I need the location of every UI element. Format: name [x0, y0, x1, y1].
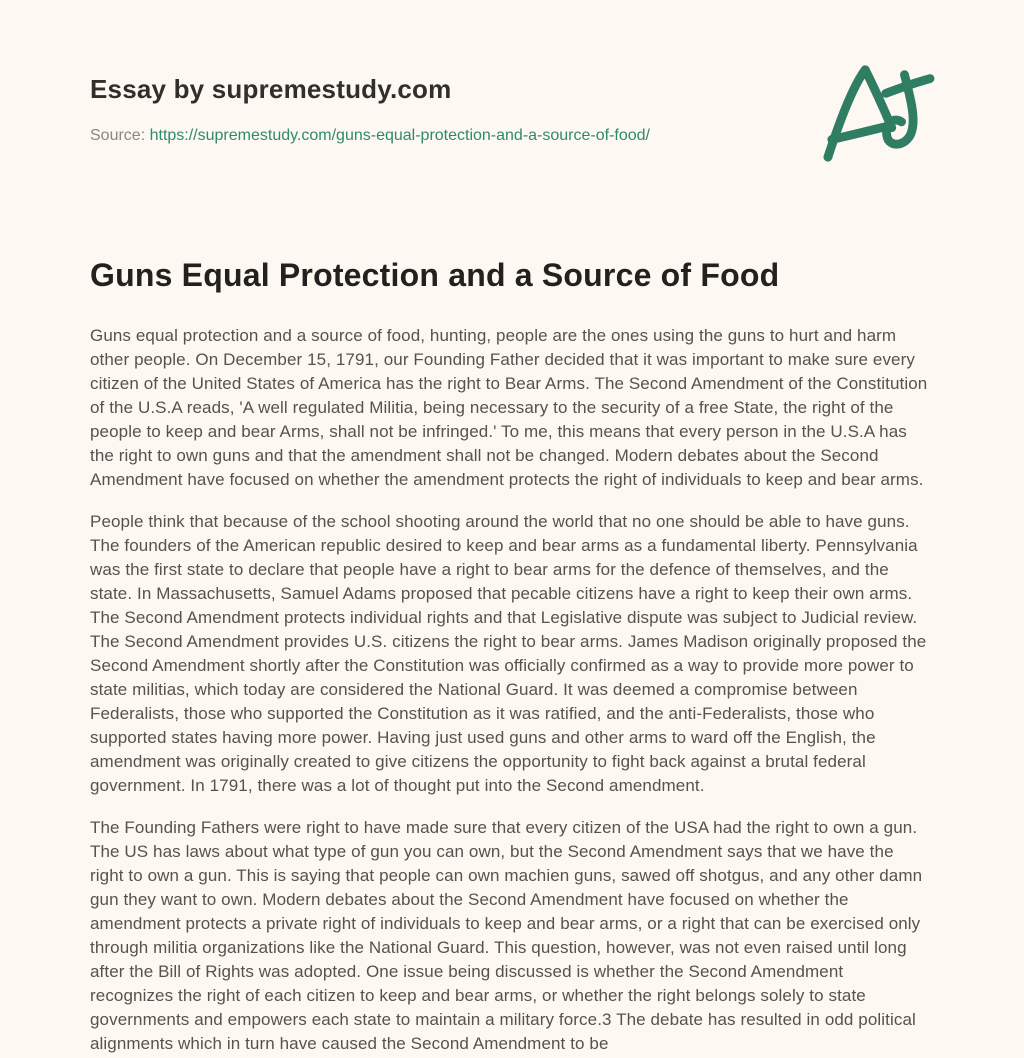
source-label: Source: — [90, 127, 146, 144]
source-line — [90, 127, 928, 145]
article-paragraph-2: People think that because of the school shooting around the world that no one should be able to have guns. The founders of the American republic desired to keep and bear arms as a fundamental liberty. Pennsylvania was the first state to declare that people have a right to bear arms for the defence of themselves, and the state. In Massachusetts, Samuel Adams proposed that pecable citizens have a right to keep their own arms. The Second Amendment protects individual rights and that Legislative dispute was subject to Judicial review. The Second Amendment provides U.S. citizens the right to bear arms. James Madison originally proposed the Second Amendment shortly after the Constitution was officially confirmed as a way to provide more power to state militias, which today are considered the National Guard. It was deemed a compromise between Federalists, those who supported the Constitution as it was ratified, and the anti-Federalists, those who supported states having more power. Having just used guns and other arms to ward off the English, the amendment was originally created to give citizens the opportunity to fight back against a brutal federal government. In 1791, there was a lot of thought put into the Second amendment. — [90, 512, 927, 795]
article-paragraph-3: The Founding Fathers were right to have made sure that every citizen of the USA had the right to own a gun. The US has laws about what type of gun you can own, but the Second Amendment says that we have the right to own a gun. This is saying that people can own machien guns, sawed off shotgus, and any other damn gun they want to own. Modern debates about the Second Amendment have focused on whether the amendment protects a private right of individuals to keep and bear arms, or a right that can be exercised only through militia organizations like the National Guard. This question, however, was not even raised until long after the Bill of Rights was adopted. One issue being discussed is whether the Second Amendment recognizes the right of each citizen to keep and bear arms, or whether the right belongs solely to state governments and empowers each state to maintain a military force.3 The debate has resulted in odd political alignments which in turn have caused the Second Amendment to be — [90, 818, 923, 1053]
article-title: Guns Equal Protection and a Source of Food — [90, 257, 780, 293]
header-title: Essay by supremestudy.com — [90, 74, 452, 104]
source-url-link[interactable]: https://supremestudy.com/guns-equal-protection-and-a-source-of-food/ — [149, 127, 650, 144]
a-plus-logo-icon — [818, 58, 936, 166]
page-header — [90, 74, 928, 145]
article-body — [90, 324, 928, 1056]
article-paragraph-1: Guns equal protection and a source of food, hunting, people are the ones using the guns to hurt and harm other people. On December 15, 1791, our Founding Father decided that it was important to make sure every citizen of the United States of America has the right to Bear Arms. The Second Amendment of the Constitution of the U.S.A reads, 'A well regulated Militia, being necessary to the security of a free State, the right of the people to keep and bear Arms, shall not be infringed.' To me, this means that every person in the U.S.A has the right to own guns and that the amendment shall not be changed. Modern debates about the Second Amendment have focused on whether the amendment protects the right of individuals to keep and bear arms. — [90, 326, 928, 489]
